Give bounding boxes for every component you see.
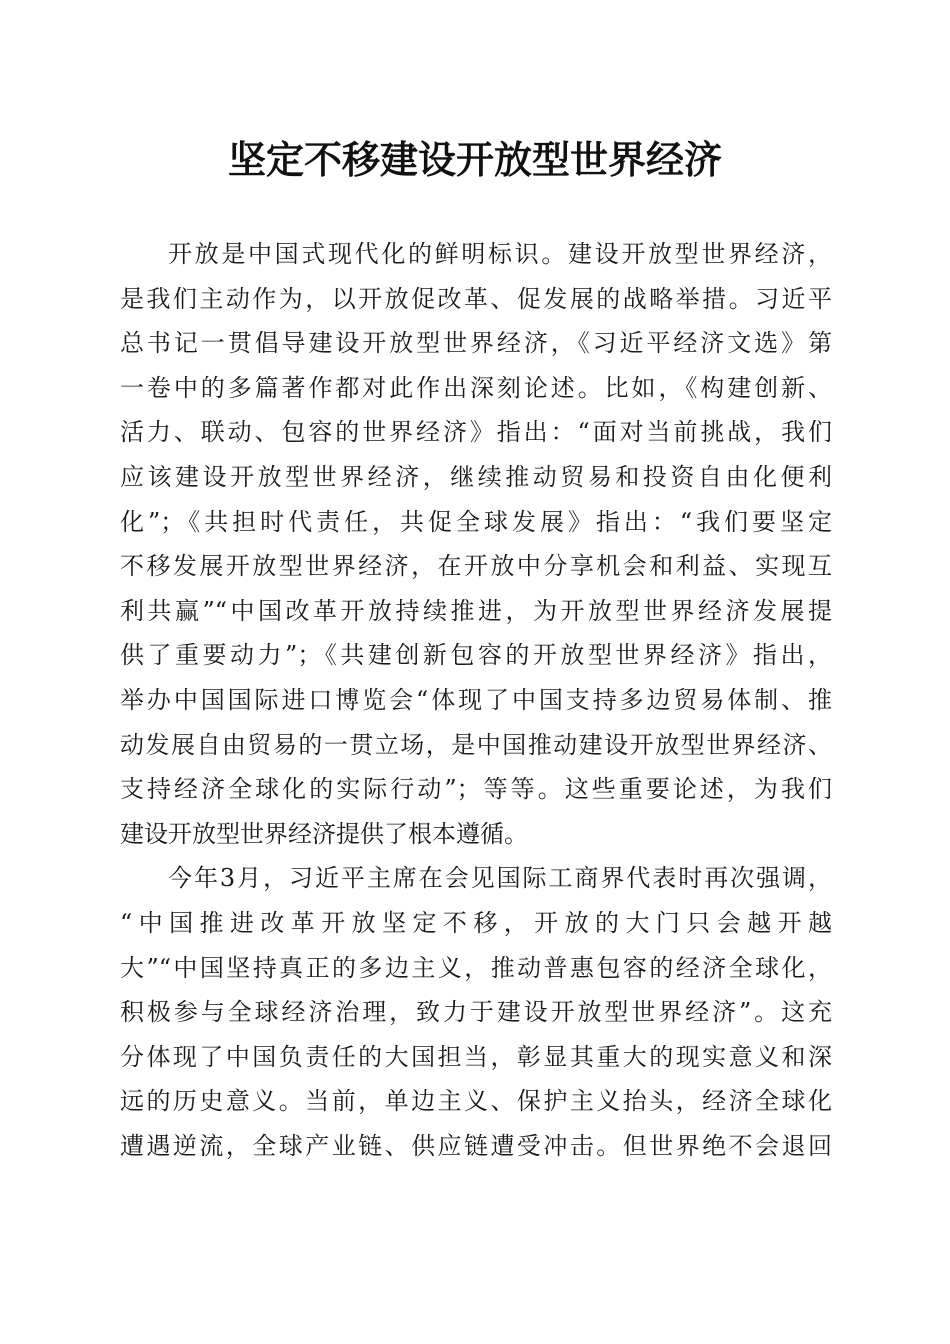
paragraph-line: 建设开放型世界经济提供了根本遵循。: [120, 819, 528, 848]
paragraph-line: 远的历史意义。当前，单边主义、保护主义抬头，经济全球化: [120, 1087, 832, 1116]
document-title: 坚定不移建设开放型世界经济: [227, 137, 722, 182]
paragraph-line: 大”“中国坚持真正的多边主义，推动普惠包容的经济全球化，: [120, 953, 832, 982]
paragraph-line: 化”；《共担时代责任，共促全球发展》指出：“我们要坚定: [120, 507, 832, 536]
paragraph-line: 遭遇逆流，全球产业链、供应链遭受冲击。但世界绝不会退回: [120, 1131, 832, 1160]
paragraph-2: [120, 856, 832, 1168]
paragraph-line: 积极参与全球经济治理，致力于建设开放型世界经济”。这充: [120, 998, 832, 1027]
paragraph-line: 供了重要动力”；《共建创新包容的开放型世界经济》指出，: [120, 641, 832, 670]
paragraph-line: 分体现了中国负责任的大国担当，彰显其重大的现实意义和深: [120, 1042, 832, 1071]
paragraph-line: 动发展自由贸易的一贯立场，是中国推动建设开放型世界经济、: [120, 730, 832, 759]
paragraph-line: 今年3月，习近平主席在会见国际工商界代表时再次强调，: [168, 864, 832, 893]
paragraph-line: 开放是中国式现代化的鲜明标识。建设开放型世界经济，: [168, 240, 832, 268]
paragraph-1: [120, 232, 832, 856]
paragraph-line: 支持经济全球化的实际行动”；等等。这些重要论述，为我们: [120, 775, 832, 804]
paragraph-line: 不移发展开放型世界经济，在开放中分享机会和利益、实现互: [120, 552, 832, 581]
document-body: [120, 232, 832, 1168]
paragraph-line: “中国推进改革开放坚定不移，开放的大门只会越开越: [120, 908, 832, 937]
paragraph-line: 活力、联动、包容的世界经济》指出：“面对当前挑战，我们: [120, 418, 832, 447]
paragraph-line: 利共赢”“中国改革开放持续推进，为开放型世界经济发展提: [120, 596, 832, 625]
paragraph-line: 举办中国国际进口博览会“体现了中国支持多边贸易体制、推: [120, 685, 832, 714]
paragraph-line: 应该建设开放型世界经济，继续推动贸易和投资自由化便利: [120, 462, 832, 491]
paragraph-line: 是我们主动作为，以开放促改革、促发展的战略举措。习近平: [120, 284, 832, 313]
paragraph-line: 一卷中的多篇著作都对此作出深刻论述。比如，《构建创新、: [120, 373, 832, 402]
paragraph-line: 总书记一贯倡导建设开放型世界经济，《习近平经济文选》第: [120, 329, 832, 358]
